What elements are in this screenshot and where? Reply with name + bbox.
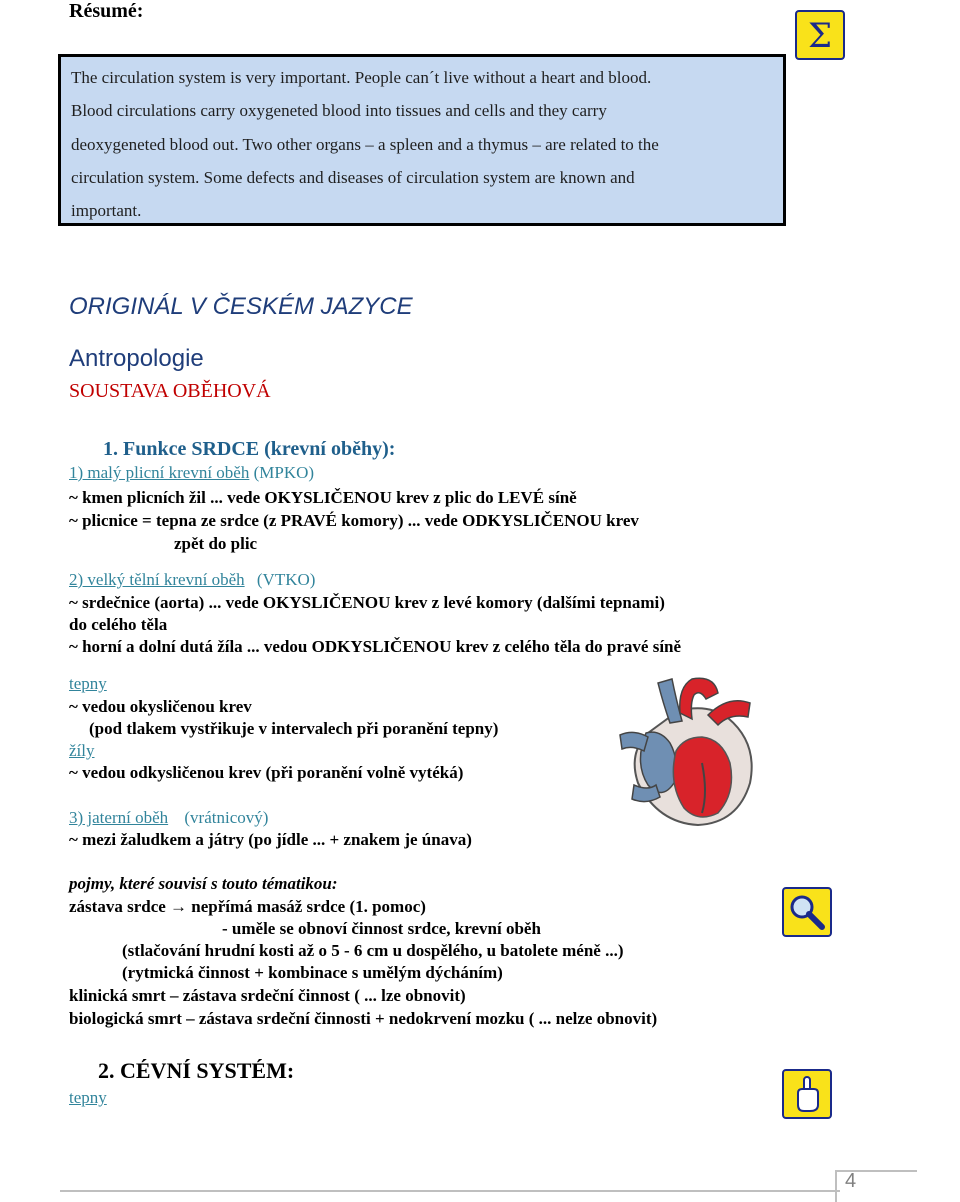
summary-line: deoxygeneted blood out. Two other organs – a spleen and a thymus – are related to the [71, 134, 659, 154]
terms-line-6: biologická smrt – zástava srdeční činnosti + nedokrvení mozku ( ... nelze obnovit) [69, 1009, 658, 1028]
section2-tepny: tepny [69, 1088, 107, 1107]
small-circulation-heading [69, 463, 314, 483]
footer-rule [60, 1190, 840, 1192]
terms-heading: pojmy, které souvisí s touto tématikou: [69, 874, 338, 893]
large-circulation-heading [69, 570, 315, 590]
topic-heading: SOUSTAVA OBĚHOVÁ [69, 380, 271, 402]
small-line-2: ~ plicnice = tepna ze srdce (z PRAVÉ komory) ... vede ODKYSLIČENOU krev [69, 511, 639, 530]
liver-circulation-abbr: (vrátnicový) [184, 808, 269, 827]
zily-title: žíly [69, 741, 95, 760]
large-circulation-title: 2) velký tělní krevní oběh [69, 570, 245, 589]
tepny-line-1: ~ vedou okysličenou krev [69, 697, 252, 716]
section2-heading: 2. CÉVNÍ SYSTÉM: [98, 1058, 295, 1083]
sigma-icon [795, 10, 845, 60]
page-number: 4 [845, 1170, 857, 1192]
terms-line-4: (rytmická činnost + kombinace s umělým dýcháním) [122, 963, 503, 982]
small-line-1: ~ kmen plicních žil ... vede OKYSLIČENOU krev z plic do LEVÉ síně [69, 488, 577, 507]
zily-line-1: ~ vedou odkysličenou krev (při poranění volně vytéká) [69, 763, 464, 782]
heart-illustration [618, 673, 760, 831]
section1-heading: 1. Funkce SRDCE (krevní oběhy): [103, 438, 396, 460]
summary-text [71, 61, 779, 227]
resume-title: Résumé: [69, 0, 144, 22]
liver-circulation-title: 3) jaterní oběh [69, 808, 169, 827]
liver-line-1: ~ mezi žaludkem a játry (po jídle ... + znakem je únava) [69, 830, 472, 849]
large-line-2: do celého těla [69, 615, 168, 634]
summary-line: important. [71, 201, 142, 221]
tepny-title: tepny [69, 674, 107, 693]
large-circulation-abbr: (VTKO) [256, 570, 316, 589]
summary-line: circulation system. Some defects and diseases of circulation system are known and [71, 167, 635, 187]
magnifier-icon [782, 887, 832, 937]
large-line-3: ~ horní a dolní dutá žíla ... vedou ODKYSLIČENOU krev z celého těla do pravé síně [69, 637, 682, 656]
subject-heading: Antropologie [69, 345, 204, 372]
summary-line: Blood circulations carry oxygeneted blood into tissues and cells and they carry [71, 101, 607, 121]
pointing-hand-icon [782, 1069, 832, 1119]
tepny-line-2: (pod tlakem vystřikuje v intervalech při poranění tepny) [89, 719, 499, 738]
svg-text:Σ: Σ [807, 16, 833, 55]
terms-line-5: klinická smrt – zástava srdeční činnost ( ... lze obnovit) [69, 986, 466, 1005]
terms-line-1: zástava srdce → nepřímá masáž srdce (1. pomoc) [69, 897, 426, 916]
terms-line-3: (stlačování hrudní kosti až o 5 - 6 cm u dospělého, u batolete méně ...) [122, 941, 624, 960]
small-line-3: zpět do plic [174, 534, 258, 553]
large-line-1: ~ srdečnice (aorta) ... vede OKYSLIČENOU krev z levé komory (dalšími tepnami) [69, 593, 665, 612]
summary-line: The circulation system is very important. People can´t live without a heart and blood. [71, 68, 652, 87]
original-heading: ORIGINÁL V ČESKÉM JAZYCE [69, 293, 413, 320]
liver-circulation-heading [69, 808, 268, 828]
small-circulation-abbr: (MPKO) [253, 463, 315, 482]
terms-line-2: - uměle se obnoví činnost srdce, krevní oběh [222, 919, 541, 938]
small-circulation-title: 1) malý plicní krevní oběh [69, 463, 250, 482]
summary-box [58, 54, 786, 226]
